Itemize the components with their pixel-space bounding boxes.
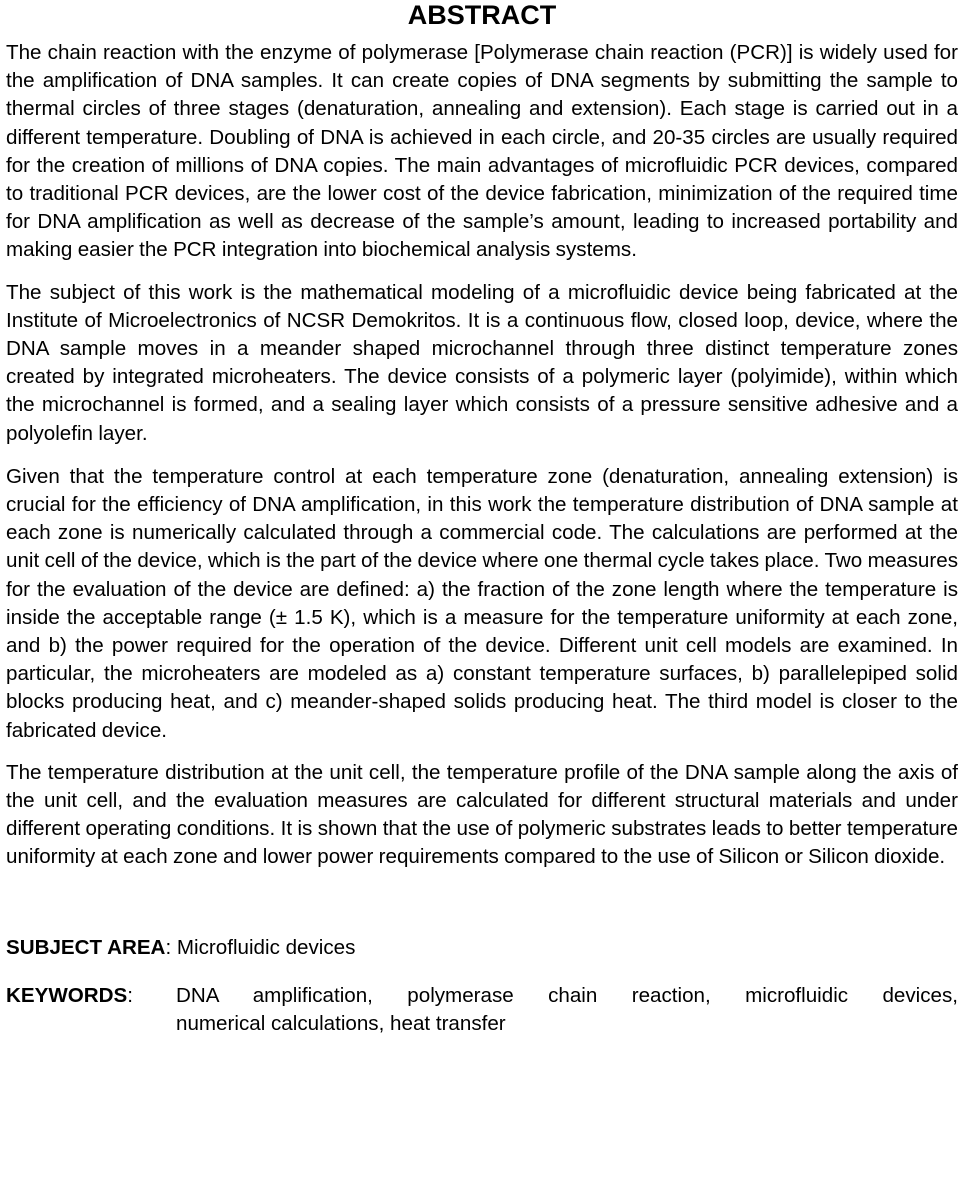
- keywords-line-2: numerical calculations, heat transfer: [176, 1011, 506, 1035]
- abstract-paragraph-4: The temperature distribution at the unit cell, the temperature profile of the DNA sample along the axis of the unit cell, and the evaluation measures are calculated for different structural materials and under different operating conditions. It is shown that the use of polymeric substrates leads to better temperature uniformity at each zone and lower power requirements compared to the use of Silicon or Silicon dioxide.: [6, 760, 958, 869]
- subject-area-separator: :: [165, 935, 177, 959]
- subject-area-value: Microfluidic devices: [176, 935, 356, 959]
- subject-area: [6, 934, 958, 962]
- subject-area-label: SUBJECT AREA: [6, 935, 166, 959]
- abstract-paragraph-2: The subject of this work is the mathematical modeling of a microfluidic device being fabricated at the Institute of Microelectronics of NCSR Demokritos. It is a continuous flow, closed loop, device, where the DNA sample moves in a meander shaped microchannel through three distinct temperature zones created by integrated microheaters. The device consists of a polymeric layer (polyimide), within which the microchannel is formed, and a sealing layer which consists of a pressure sensitive adhesive and a polyolefin layer.: [6, 280, 958, 445]
- keywords: [6, 982, 958, 1038]
- keywords-list: [176, 982, 958, 1038]
- abstract-page: [6, 0, 958, 1038]
- abstract-paragraph-1: The chain reaction with the enzyme of polymerase [Polymerase chain reaction (PCR)] is widely used for the amplification of DNA samples. It can create copies of DNA segments by submitting the sample to thermal circles of three stages (denaturation, annealing and extension). Each stage is carried out in a different temperature. Doubling of DNA is achieved in each circle, and 20-35 circles are usually required for the creation of millions of DNA copies. The main advantages of microfluidic PCR devices, compared to traditional PCR devices, are the lower cost of the device fabrication, minimization of the required time for DNA amplification as well as decrease of the sample’s amount, leading to increased portability and making easier the PCR integration into biochemical analysis systems.: [6, 41, 958, 262]
- abstract-paragraph-3: Given that the temperature control at each temperature zone (denaturation, annealing extension) is crucial for the efficiency of DNA amplification, in this work the temperature distribution of DNA sample at each zone is numerically calculated through a commercial code. The calculations are performed at the unit cell of the device, which is the part of the device where one thermal cycle takes place. Two measures for the evaluation of the device are defined: a) the fraction of the zone length where the temperature is inside the acceptable range (± 1.5 K), which is a measure for the temperature uniformity at each zone, and b) the power required for the operation of the device. Different unit cell models are examined. In particular, the microheaters are modeled as a) constant temperature surfaces, b) parallelepiped solid blocks producing heat, and c) meander-shaped solids producing heat. The third model is closer to the fabricated device.: [6, 464, 958, 742]
- keywords-separator: :: [127, 983, 134, 1007]
- keywords-label-wrap: [6, 982, 176, 1038]
- keywords-line-1: DNA amplification, polymerase chain reaction, microfluidic devices,: [176, 983, 958, 1007]
- keywords-label: KEYWORDS: [6, 983, 128, 1007]
- page-title: ABSTRACT: [407, 0, 557, 30]
